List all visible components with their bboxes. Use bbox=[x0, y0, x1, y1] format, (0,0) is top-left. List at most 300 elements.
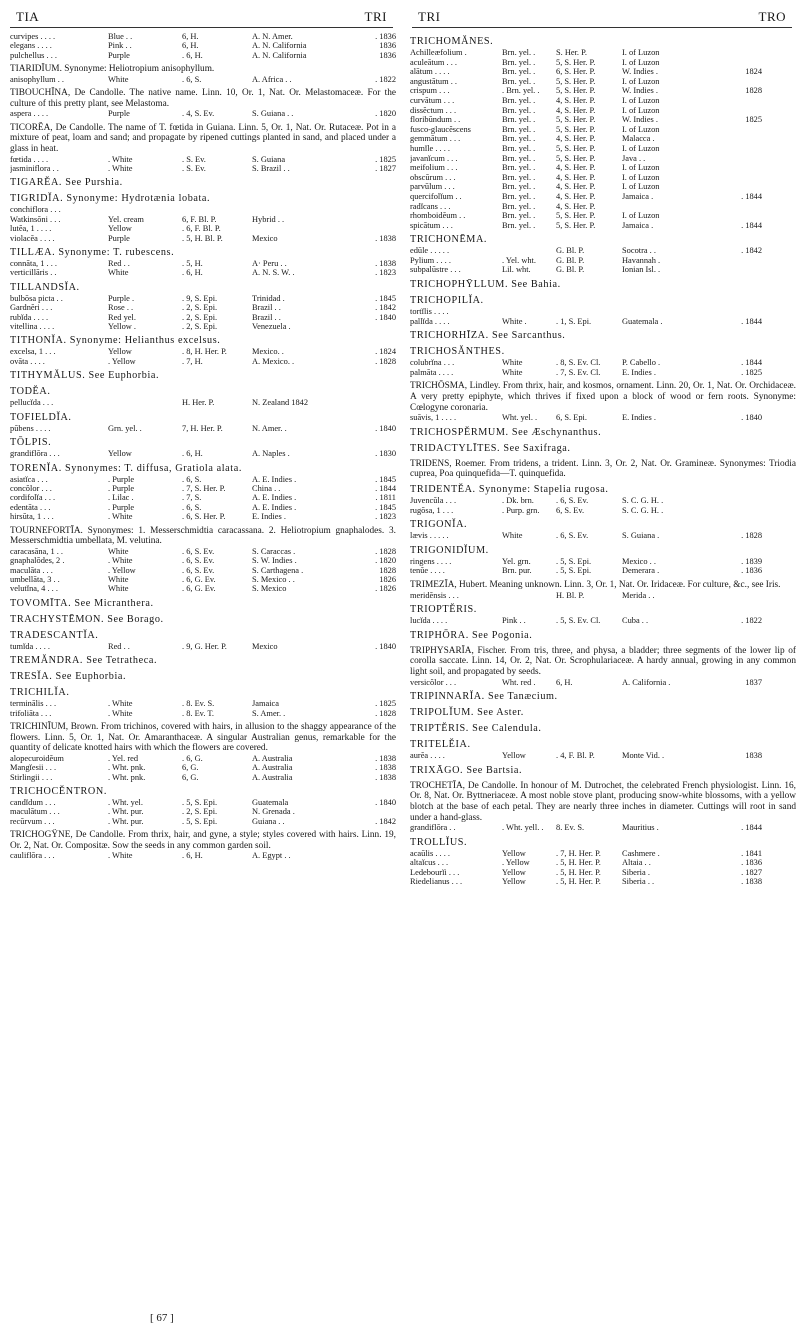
year-introduced: . 1822 bbox=[375, 74, 396, 84]
height-habit: . 5, S. Epi. bbox=[182, 797, 218, 807]
species-name: curvātum . . . bbox=[410, 95, 455, 105]
height-habit: 6, G. bbox=[182, 763, 199, 773]
year-introduced: . 1844 bbox=[741, 358, 762, 368]
table-block bbox=[10, 347, 396, 366]
height-habit: . 5, H. Her. P. bbox=[556, 858, 601, 868]
species-name: pūbens . . . . bbox=[10, 423, 51, 433]
genus-heading-trollius: TROLLĬUS. bbox=[410, 836, 468, 848]
year-introduced: 1836 bbox=[379, 41, 396, 51]
species-name: hirsūta, 1 . . . bbox=[10, 512, 54, 522]
species-name: edūle . . . . . bbox=[410, 246, 450, 256]
species-row bbox=[10, 493, 396, 502]
species-name: velutĭna, 4 . . . bbox=[10, 584, 58, 594]
year-introduced: . 1836 bbox=[741, 566, 762, 576]
native-country: Altaia . . bbox=[622, 858, 651, 868]
year-introduced: . 1823 bbox=[375, 512, 396, 522]
genus-heading-trichopilia: TRICHOPILĬA. bbox=[410, 295, 484, 307]
species-row bbox=[410, 173, 796, 183]
flower-colour: Brn. yel. . bbox=[502, 95, 536, 105]
species-row bbox=[410, 849, 796, 859]
species-name: ringens . . . . bbox=[410, 556, 452, 566]
year-introduced: . 1844 bbox=[741, 191, 762, 201]
native-country: Demerara . bbox=[622, 566, 660, 576]
table-block bbox=[410, 751, 796, 761]
species-name: tortĭlis . . . . bbox=[410, 307, 449, 317]
species-name: violacĕa . . . . bbox=[10, 233, 55, 243]
height-habit: 4, S. Her. P. bbox=[556, 201, 596, 211]
flower-colour: . White bbox=[108, 154, 133, 164]
genus-entry-tournefortia: TOURNEFORTĬA. Synonymes: 1. Messerschmidtia caracassana. 2. Heliotropium gnaphalodes. 3. Messerschmidtia umbellata, M. velutina. bbox=[10, 525, 396, 547]
species-name: curvipes . . . . bbox=[10, 32, 56, 41]
species-name: javanĭcum . . . bbox=[410, 153, 458, 163]
height-habit: . 6, H. bbox=[182, 50, 203, 60]
page-number: [ 67 ] bbox=[150, 1312, 174, 1324]
species-row bbox=[410, 67, 796, 77]
native-country: I. of Luzon bbox=[622, 172, 660, 182]
height-habit: . 6, H. bbox=[182, 449, 203, 459]
flower-colour: . Wht. yell. . bbox=[502, 823, 544, 833]
flower-colour: Purple bbox=[108, 109, 130, 119]
height-habit: 6, G. bbox=[182, 772, 199, 782]
species-row bbox=[10, 347, 396, 356]
species-row bbox=[10, 259, 396, 268]
height-habit: . 8, S. Ev. Cl. bbox=[556, 358, 601, 368]
native-country: Venezuela . bbox=[252, 322, 291, 332]
height-habit: 6, H. bbox=[182, 41, 199, 51]
native-country: Havannah . bbox=[622, 255, 661, 265]
height-habit: . 7, S. bbox=[182, 493, 202, 503]
flower-colour: Brn. yel. . bbox=[502, 124, 536, 134]
species-row bbox=[410, 858, 796, 868]
species-row bbox=[10, 234, 396, 243]
year-introduced: 1838 bbox=[745, 751, 762, 761]
table-block bbox=[10, 294, 396, 332]
year-introduced: . 1823 bbox=[375, 268, 396, 278]
flower-colour: Purple bbox=[108, 50, 130, 60]
species-row bbox=[410, 307, 796, 317]
height-habit: . 5, S. Epi. bbox=[182, 816, 218, 826]
flower-colour: . Wht. pnk. bbox=[108, 772, 146, 782]
genus-heading-triteleia: TRITELĔIA. bbox=[410, 739, 471, 751]
genus-entry-trichogyne: TRICHOGŸNE, De Candolle. From thrix, hair, and gyne, a style; styles covered with hairs. Linn. 19, Or. 2, Nat. Or. Compositæ. Sow the seeds in any common garden soil. bbox=[10, 830, 396, 851]
species-row bbox=[10, 503, 396, 512]
height-habit: . 5, H. Her. P. bbox=[556, 877, 601, 887]
species-name: aculeātum . . . bbox=[410, 57, 457, 67]
table-block bbox=[410, 823, 796, 833]
year-introduced: . 1844 bbox=[375, 483, 396, 493]
species-name: colubrĭna . . . bbox=[410, 358, 455, 368]
native-country: A. E. Indies . bbox=[252, 493, 297, 503]
native-country: A. E. Indies . bbox=[252, 502, 297, 512]
table-block bbox=[410, 307, 796, 326]
species-name: Stirlingii . . . bbox=[10, 772, 53, 782]
species-row bbox=[410, 221, 796, 231]
height-habit: . 7, H. bbox=[182, 356, 203, 366]
flower-colour: White bbox=[502, 367, 523, 377]
flower-colour: Brn. yel. . bbox=[502, 172, 536, 182]
species-row bbox=[410, 368, 796, 378]
species-name: palmāta . . . . bbox=[410, 367, 454, 377]
genus-heading-trigonia: TRIGONĬA. bbox=[410, 519, 468, 531]
height-habit: 5, S. Her. P. bbox=[556, 220, 596, 230]
native-country: A. N. California bbox=[252, 41, 307, 51]
height-habit: 4, S. Her. P. bbox=[556, 163, 596, 173]
species-row bbox=[10, 566, 396, 575]
native-country: Cuba . . bbox=[622, 616, 649, 626]
height-habit: . 2, S. Epi. bbox=[182, 322, 218, 332]
genus-heading-trigonidium: TRIGONIDĬUM. bbox=[410, 544, 489, 556]
height-habit: 6, H. bbox=[556, 677, 573, 687]
height-habit: . 8. Ev. S. bbox=[182, 699, 215, 709]
species-row bbox=[10, 754, 396, 763]
height-habit: . 6, S. Ev. bbox=[182, 546, 215, 556]
year-introduced: . 1838 bbox=[375, 233, 396, 243]
height-habit: . S. Ev. bbox=[182, 154, 206, 164]
height-habit: . 2, S. Epi. bbox=[182, 807, 218, 817]
height-habit: . 6, G. Ev. bbox=[182, 574, 216, 584]
native-country: A· Peru . . bbox=[252, 259, 287, 269]
table-block bbox=[410, 246, 796, 275]
genus-heading-tovomita: TOVOMĪTA. See Micranthera. bbox=[10, 597, 154, 609]
left-head-first: TIA bbox=[16, 9, 40, 24]
species-row bbox=[10, 41, 396, 50]
native-country: S. Amer. . bbox=[252, 708, 286, 718]
table-block bbox=[410, 413, 796, 423]
genus-entry-trichosma: TRICHŌSMA, Lindley. From thrix, hair, and kosmos, ornament. Linn. 20, Or. 1, Nat. Or. Orchidaceæ. A very pretty epiphyte, which thrives if fixed upon a block of wood or fern roots. Synonyme: Cœlogyne coronaria. bbox=[410, 381, 796, 413]
species-row bbox=[410, 96, 796, 106]
species-row bbox=[10, 322, 396, 331]
height-habit: . 6, S. bbox=[182, 74, 202, 84]
species-name: recūrvum . . . bbox=[10, 816, 55, 826]
year-introduced: . 1826 bbox=[375, 584, 396, 594]
native-country: P. Cabello . bbox=[622, 358, 661, 368]
species-name: Achilleæfolium . bbox=[410, 48, 467, 57]
flower-colour: . Lilac . bbox=[108, 493, 134, 503]
year-introduced: 1828 bbox=[379, 565, 396, 575]
flower-colour: Pink . . bbox=[502, 616, 526, 626]
genus-heading-triphora: TRIPHŌRA. See Pogonia. bbox=[410, 629, 533, 641]
species-name: concŏlor . . . bbox=[10, 483, 52, 493]
native-country: Brazil . . bbox=[252, 312, 281, 322]
year-introduced: 1826 bbox=[379, 574, 396, 584]
native-country: S. Mexico . . bbox=[252, 574, 295, 584]
native-country: Trinidad . bbox=[252, 293, 285, 303]
year-introduced: 1836 bbox=[379, 50, 396, 60]
native-country: S. Guiana . . bbox=[252, 109, 294, 119]
species-name: conchiflora . . . bbox=[10, 205, 61, 215]
species-name: tumĭda . . . . bbox=[10, 641, 51, 651]
flower-colour: . White bbox=[108, 512, 133, 522]
height-habit: 4, S. Her. P. bbox=[556, 105, 596, 115]
flower-colour: Red . . bbox=[108, 259, 130, 269]
species-row bbox=[410, 531, 796, 541]
year-introduced: . 1838 bbox=[375, 753, 396, 763]
genus-heading-trichomanes: TRICHOMĂNES. bbox=[410, 36, 494, 47]
species-row bbox=[410, 125, 796, 135]
species-name: rugōsa, 1 . . . bbox=[410, 505, 454, 515]
height-habit: 6, S. Her. P. bbox=[556, 67, 596, 77]
species-name: aurĕa . . . . bbox=[410, 751, 445, 761]
genus-heading-tremandra: TREMĂNDRA. See Tetratheca. bbox=[10, 655, 158, 667]
species-row bbox=[10, 424, 396, 433]
year-introduced: . 1820 bbox=[375, 109, 396, 119]
native-country: Jamaica bbox=[252, 699, 279, 709]
species-row bbox=[10, 268, 396, 277]
species-name: versicŏlor . . . bbox=[410, 677, 457, 687]
flower-colour: Yel. cream bbox=[108, 214, 144, 224]
height-habit: S. Her. P. bbox=[556, 48, 587, 57]
flower-colour: Brn. yel. . bbox=[502, 201, 536, 211]
species-name: Juvencŭla . . . bbox=[410, 496, 457, 505]
genus-entry-trichinium: TRICHINĬUM, Brown. From trichinos, covered with hairs, in allusion to the shaggy appearance of the flowers. Linn. 5, Or. 1, Nat. Or. Amaranthaceæ. A singular Australian genus, remarkable for the quantity of delicate knotted hairs with which the flowers are covered. bbox=[10, 721, 396, 754]
species-name: altaĭcus . . . bbox=[410, 858, 449, 868]
species-name: elegans . . . . bbox=[10, 41, 52, 51]
year-introduced: 1825 bbox=[745, 115, 762, 125]
native-country: A. Australia bbox=[252, 753, 293, 763]
height-habit: . 5, H. Bl. P. bbox=[182, 233, 223, 243]
genus-entry-triphysaria: TRIPHYSARĬA, Fischer. From tris, three, and physa, a bladder; three segments of the lower lip of corolla saccate. Linn. 14, Or. 2, Nat. Or. Scrophulariaceæ. A hardy annual, growing in any common light soil, and propagated by seeds. bbox=[410, 645, 796, 677]
flower-colour: Yellow . bbox=[108, 322, 137, 332]
species-name: pellucĭda . . . bbox=[10, 398, 54, 408]
species-row bbox=[10, 155, 396, 164]
native-country: I. of Luzon bbox=[622, 211, 660, 221]
species-row bbox=[10, 224, 396, 233]
flower-colour: White bbox=[108, 584, 129, 594]
year-introduced: . 1840 bbox=[375, 797, 396, 807]
species-name: acaūlis . . . . bbox=[410, 848, 451, 858]
year-introduced: . 1827 bbox=[375, 164, 396, 173]
flower-colour: . Yel. red bbox=[108, 753, 139, 763]
native-country: Mexico . . bbox=[622, 556, 656, 566]
native-country: E. Indies . bbox=[252, 512, 286, 522]
species-name: caracasāna, 1 . . bbox=[10, 546, 64, 556]
genus-heading-trichosanthes: TRICHOSĂNTHES. bbox=[410, 346, 505, 358]
species-row bbox=[410, 317, 796, 327]
species-name: maculāta . . . bbox=[10, 565, 53, 575]
native-country: Hybrid . . bbox=[252, 214, 285, 224]
height-habit: . 1, S. Epi. bbox=[556, 316, 592, 326]
height-habit: 5, S. Her. P. bbox=[556, 124, 596, 134]
species-row bbox=[410, 256, 796, 266]
flower-colour: . Yellow bbox=[108, 565, 136, 575]
native-country: A. Africa . . bbox=[252, 74, 292, 84]
flower-colour: Red . . bbox=[108, 641, 130, 651]
species-name: lucĭda . . . . bbox=[410, 616, 448, 626]
year-introduced: . 1840 bbox=[375, 312, 396, 322]
species-row bbox=[410, 58, 796, 68]
height-habit: 4, S. Her. P. bbox=[556, 182, 596, 192]
flower-colour: White bbox=[108, 546, 129, 556]
species-row bbox=[410, 86, 796, 96]
species-name: cauliflōra . . . bbox=[10, 851, 55, 861]
species-row bbox=[10, 484, 396, 493]
native-country: I. of Luzon bbox=[622, 143, 660, 153]
year-introduced: . 1828 bbox=[741, 531, 762, 541]
native-country: I. of Luzon bbox=[622, 95, 660, 105]
table-block bbox=[10, 547, 396, 594]
species-row bbox=[10, 294, 396, 303]
height-habit: . 6, S. Ev. bbox=[556, 531, 589, 541]
species-name: asiatĭca . . . bbox=[10, 474, 48, 484]
year-introduced: . 1844 bbox=[741, 220, 762, 230]
genus-heading-tolpis: TŌLPIS. bbox=[10, 437, 52, 449]
year-introduced: . 1845 bbox=[375, 474, 396, 484]
genus-entry-tridens: TRIDENS, Roemer. From tridens, a trident. Linn. 3, Or. 2, Nat. Or. Gramineæ. Synonymes: Triodia cuprea, Poa quinquefida—T. quinquefida. bbox=[410, 458, 796, 480]
flower-colour: Lil. wht. bbox=[502, 265, 531, 275]
height-habit: . 6, S. Her. P. bbox=[182, 512, 226, 522]
height-habit: G. Bl. P. bbox=[556, 265, 585, 275]
genus-entry-ticorea: TICORĔA, De Candolle. The name of T. fœtida in Guiana. Linn. 5, Or. 1, Nat. Or. Rutaceæ. Pot in a mixture of peat, loam and sand; and propagate by ripened cuttings planted in sand, and placed under a glass in heat. bbox=[10, 122, 396, 154]
species-row bbox=[410, 557, 796, 567]
year-introduced: . 1841 bbox=[741, 848, 762, 858]
flower-colour: White bbox=[108, 574, 129, 584]
height-habit: H. Her. P. bbox=[182, 398, 215, 408]
species-row bbox=[10, 709, 396, 718]
species-row bbox=[410, 202, 796, 212]
species-row bbox=[410, 182, 796, 192]
table-block bbox=[410, 358, 796, 377]
native-country: Siberia . . bbox=[622, 877, 655, 887]
species-name: Pylium . . . . bbox=[410, 255, 451, 265]
species-row bbox=[410, 154, 796, 164]
table-block bbox=[410, 616, 796, 626]
year-introduced: 1824 bbox=[745, 67, 762, 77]
species-name: parvūlum . . . bbox=[410, 182, 455, 192]
height-habit: . 2, S. Epi. bbox=[182, 303, 218, 313]
species-name: gnaphalōdes, 2 . bbox=[10, 556, 65, 566]
species-name: lævis . . . . . bbox=[410, 531, 449, 541]
native-country: S. Carthagena . bbox=[252, 565, 304, 575]
year-introduced: 1837 bbox=[745, 677, 762, 687]
table-block bbox=[10, 259, 396, 278]
native-country: S. C. G. H. . bbox=[622, 505, 664, 515]
species-row bbox=[410, 877, 796, 887]
native-country: W. Indies . bbox=[622, 86, 658, 96]
genus-heading-tripinnaria: TRIPINNARĬA. See Tanæcium. bbox=[410, 691, 558, 703]
species-row bbox=[410, 751, 796, 761]
species-name: grandiflōra . . . bbox=[10, 449, 60, 459]
species-row bbox=[10, 357, 396, 366]
flower-colour: Brn. yel. . bbox=[502, 191, 536, 201]
species-row bbox=[410, 591, 796, 601]
table-block bbox=[10, 155, 396, 174]
genus-entry-trimezia: TRIMEZĬA, Hubert. Meaning unknown. Linn. 3, Or. 1, Nat. Or. Iridaceæ. For culture, &c., see Iris. bbox=[410, 579, 781, 590]
year-introduced: . 1830 bbox=[375, 449, 396, 459]
native-country: Socotra . . bbox=[622, 246, 656, 256]
genus-entry-trochetia: TROCHETĬA, De Candolle. In honour of M. Dutrochet, the celebrated French physiologist. Linn. 16, Or. 8, Nat. Or. Byttneriaceæ. A most noble stove plant, producing snow-white blossoms, with a yellow blotch at the base of each petal. They are nearly three inches in diameter. Cuttings will root in sand under a hand-glass. bbox=[410, 780, 796, 823]
flower-colour: Grn. yel. . bbox=[108, 423, 142, 433]
height-habit: . 6, F. Bl. P. bbox=[182, 224, 221, 234]
flower-colour: . Wht. pnk. bbox=[108, 763, 146, 773]
table-block bbox=[10, 75, 396, 84]
native-country: E. Indies . bbox=[622, 413, 656, 423]
year-introduced: . 1840 bbox=[375, 641, 396, 651]
species-row bbox=[10, 512, 396, 521]
flower-colour: . White bbox=[108, 851, 133, 861]
species-row bbox=[10, 75, 396, 84]
native-country: I. of Luzon bbox=[622, 163, 660, 173]
species-name: spicātum . . . bbox=[410, 220, 453, 230]
height-habit: . 6, S. Ev. bbox=[182, 565, 215, 575]
height-habit: . 5, S. Ev. Cl. bbox=[556, 616, 601, 626]
flower-colour: . White bbox=[108, 164, 133, 173]
left-running-head bbox=[10, 6, 393, 28]
species-name: angustātum . . bbox=[410, 76, 457, 86]
table-block bbox=[10, 109, 396, 118]
height-habit: G. Bl. P. bbox=[556, 255, 585, 265]
native-country: China . . bbox=[252, 483, 281, 493]
species-name: gemmātum . . . bbox=[410, 134, 461, 144]
species-name: connāta, 1 . . . bbox=[10, 259, 57, 269]
height-habit: 8. Ev. S. bbox=[556, 823, 585, 833]
species-row bbox=[410, 106, 796, 116]
flower-colour: . Wht. pur. bbox=[108, 807, 144, 817]
species-row bbox=[10, 642, 396, 651]
height-habit: . 6, H. bbox=[182, 851, 203, 861]
species-row bbox=[10, 313, 396, 322]
native-country: Mexico bbox=[252, 233, 278, 243]
species-row bbox=[10, 699, 396, 708]
flower-colour: Wht. red . bbox=[502, 677, 536, 687]
species-name: trifoliāta . . . bbox=[10, 708, 52, 718]
native-country: S. Brazil . . bbox=[252, 164, 290, 173]
flower-colour: . Yellow bbox=[108, 356, 136, 366]
native-country: Monte Vid. . bbox=[622, 751, 665, 761]
species-name: jasminiflora . . bbox=[10, 164, 59, 173]
species-row bbox=[410, 192, 796, 202]
height-habit: G. Bl. P. bbox=[556, 246, 585, 256]
flower-colour: Yellow bbox=[502, 877, 526, 887]
flower-colour: Brn. yel. . bbox=[502, 67, 536, 77]
height-habit: 5, S. Her. P. bbox=[556, 86, 596, 96]
height-habit: 5, S. Her. P. bbox=[556, 153, 596, 163]
height-habit: . 8. Ev. T. bbox=[182, 708, 214, 718]
flower-colour: . Brn. yel. . bbox=[502, 86, 540, 96]
native-country: N. Zealand 1842 bbox=[252, 398, 309, 408]
height-habit: . S. Ev. bbox=[182, 164, 206, 173]
species-name: umbellāta, 3 . . bbox=[10, 574, 60, 584]
genus-heading-trichospermum: TRICHOSPĔRMUM. See Æschynanthus. bbox=[410, 426, 602, 438]
genus-heading-tridentea: TRIDENTĔA. Synonyme: Stapelia rugosa. bbox=[410, 484, 609, 495]
species-row bbox=[410, 413, 796, 423]
species-name: floribūndum . . bbox=[410, 115, 461, 125]
native-country: S. Guiana bbox=[252, 154, 286, 164]
year-introduced: . 1844 bbox=[741, 823, 762, 833]
flower-colour: Purple . bbox=[108, 293, 135, 303]
height-habit: . 6, S. bbox=[182, 474, 202, 484]
year-introduced: . 1811 bbox=[375, 493, 396, 503]
species-name: crispum . . . bbox=[410, 86, 450, 96]
height-habit: . 8, H. Her. P. bbox=[182, 347, 227, 357]
species-name: meifolium . . . bbox=[410, 163, 458, 173]
species-row bbox=[10, 303, 396, 312]
species-row bbox=[410, 868, 796, 878]
species-row bbox=[410, 134, 796, 144]
height-habit: . 5, H. bbox=[182, 259, 203, 269]
height-habit: 4, S. Her. P. bbox=[556, 95, 596, 105]
species-row bbox=[410, 506, 796, 516]
species-row bbox=[410, 144, 796, 154]
native-country: Jamaica . bbox=[622, 220, 654, 230]
species-name: alopecuroidĕum bbox=[10, 753, 64, 763]
species-name: Watkinsŏni . . . bbox=[10, 214, 61, 224]
native-country: N. Grenada . bbox=[252, 807, 295, 817]
species-row bbox=[410, 163, 796, 173]
species-row bbox=[10, 798, 396, 807]
species-name: rubĭda . . . . bbox=[10, 312, 49, 322]
species-name: alātum . . . . bbox=[410, 67, 450, 77]
native-country: A. Australia bbox=[252, 763, 293, 773]
